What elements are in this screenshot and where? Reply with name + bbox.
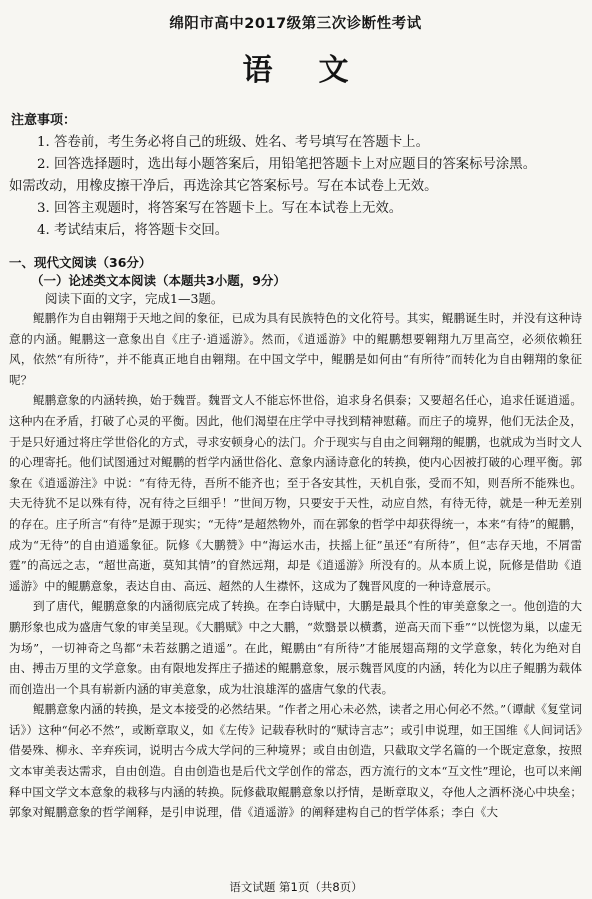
notice-item: 4. 考试结束后，将答题卡交回。 (37, 223, 229, 238)
notice-heading: 注意事项： (11, 113, 77, 128)
notice-item: 1. 答卷前，考生务必将自己的班级、姓名、考号填写在答题卡上。 (37, 135, 429, 150)
passage-paragraph: 鲲鹏作为自由翱翔于天地之间的象征，已成为具有民族特色的文化符号。其实，鲲鹏诞生时，并没有这种诗意的内涵。鲲鹏这一意象出自《庄子·逍遥游》。然而，《逍遥游》中的鲲鹏想要翱翔九万里高空，必须依赖狂风，依然“有所待”，并不能真正地自由翱翔。在中国文学中，鲲鹏是如何由“有所待”而转化为自由翱翔的象征呢？ (9, 311, 582, 387)
exam-title: 绵阳市高中2017级第三次诊断性考试 (169, 16, 422, 32)
notice-item-continuation: 如需改动，用橡皮擦干净后，再选涂其它答案标号。写在本试卷上无效。 (9, 179, 438, 194)
passage-paragraph: 鲲鹏意象内涵的转换，是文本接受的必然结果。“作者之用心未必然，读者之用心何必不然。”（谭献《复堂词话》）这种“何必不然”，或断章取义，如《左传》记载春秋时的“赋诗言志”；或引申说理，如王国维《人间词话》借晏殊、柳永、辛弃疾词，说明古今成大学问的三种境界；或自由创造，只截取文学名篇的一个既定意象，按照文本审美表达需求，自由创造。自由创造也是后代文学创作的常态，西方流行的文本“互文性”理论，也可以来阐释中国文学文本意象的栽移与内涵的转换。阮修截取鲲鹏意象以抒情，是断章取义，夺他人之酒杯浇心中块垒；郭象对鲲鹏意象的哲学阐释，是引申说理，借《逍遥游》的阐释建构自己的哲学体系；李白《大 (9, 702, 582, 820)
passage-paragraph: 鲲鹏意象的内涵转换，始于魏晋。魏晋文人不能忘怀世俗，追求身名俱泰；又要超名任心，追求任诞逍遥。这种内在矛盾，打破了心灵的平衡。因此，他们渴望在庄学中寻找到精神慰藉。而庄子的境界，他们无法企及，于是只好通过将庄学世俗化的方式，寻求安顿身心的法门。介于现实与自由之间翱翔的鲲鹏，也就成为当时文人的心理寄托。他们试图通过对鲲鹏的哲学内涵世俗化、意象内涵诗意化的转换，使内心因被打破的心理平衡。郭象在《逍遥游注》中说：“有待无待，吾所不能齐也；至于各安其性，天机自张，受而不知，则吾所不能殊也。夫无待犹不足以殊有待，况有待之巨细乎！”世间万物，只要安于天性，动应自然，有待无待，就是一种无差别的存在。庄子所言“有待”是源于现实；“无待”是超然物外，而在郭象的哲学中却获得统一，本来“有待”的鲲鹏，成为“无待”的自由逍遥象征。阮修《大鹏赞》中“海运水击，扶摇上征”虽还“有所待”，但“志存天地，不屑雷霆”的高远之志，“超世高逝，莫知其情”的窅然远翔，却是《逍遥游》所没有的。从本质上说，阮修是借助《逍遥游》中的鲲鹏意象，表达自由、高远、超然的人生襟怀，这成为了魏晋风度的一种诗意展示。 (9, 393, 582, 593)
page-footer: 语文试题 第1页（共8页） (229, 880, 363, 894)
reading-instruction: 阅读下面的文字，完成1—3题。 (45, 291, 224, 306)
passage-paragraph: 到了唐代，鲲鹏意象的内涵彻底完成了转换。在李白诗赋中，大鹏是最具个性的审美意象之一。他创造的大鹏形象也成为盛唐气象的审美呈现。《大鹏赋》中之大鹏，“欻翳景以横翥，逆高天而下垂”“以恍惚为巢，以虚无为场”，一切神奇之鸟都“未若兹鹏之逍遥”。在此，鲲鹏由“有所待”才能展翅高翔的文学意象，转化为绝对自由、搏击万里的文学意象。由有限地发挥庄子描述的鲲鹏意象，展示魏晋风度的内涵，转化为以庄子鲲鹏为载体而创造出一个具有崭新内涵的审美意象，成为壮浪雄浑的盛唐气象的代表。 (9, 599, 582, 696)
section-heading: 一、现代文阅读（36分） (9, 255, 152, 270)
subject-title: 语文 (242, 53, 395, 88)
subsection-heading: （一）论述类文本阅读（本题共3小题，9分） (31, 273, 286, 288)
notice-item: 2. 回答选择题时，选出每小题答案后，用铅笔把答题卡上对应题目的答案标号涂黑。 (37, 157, 537, 172)
notice-item: 3. 回答主观题时，将答案写在答题卡上。写在本试卷上无效。 (37, 201, 403, 216)
